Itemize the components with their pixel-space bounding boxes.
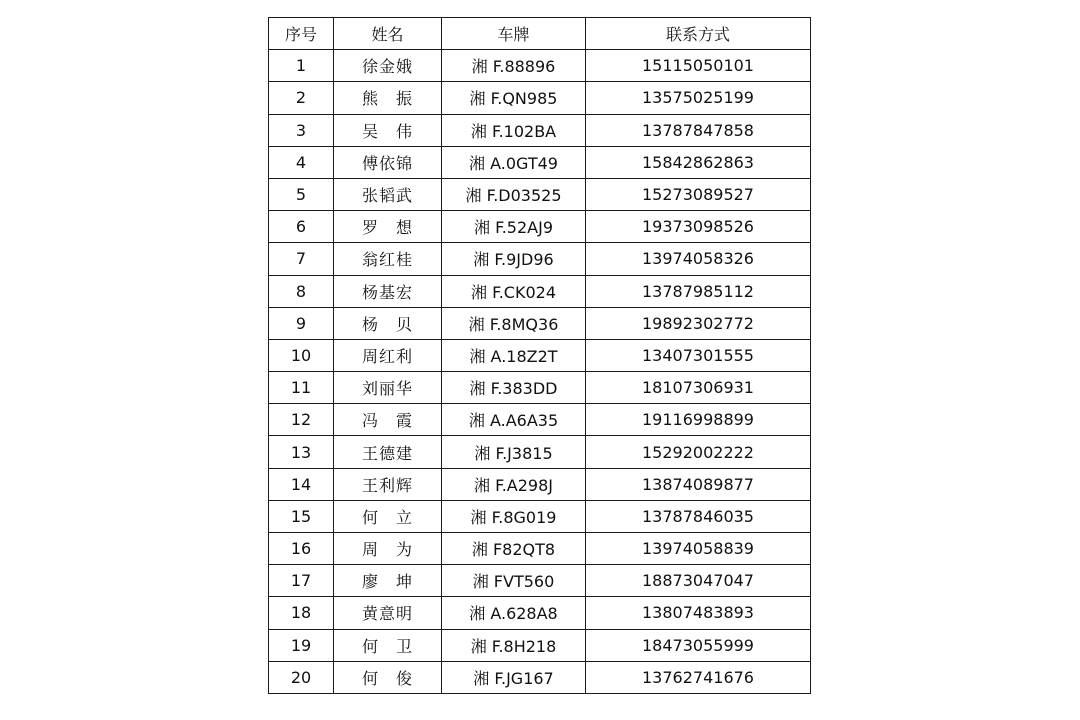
table-row <box>269 178 811 210</box>
cell-license-plate: 湘 F82QT8 <box>442 533 586 565</box>
cell-serial-number: 13 <box>269 436 334 468</box>
cell-name: 王德建 <box>334 436 442 468</box>
cell-name: 刘丽华 <box>334 372 442 404</box>
cell-phone: 13575025199 <box>586 82 811 114</box>
table-row <box>269 565 811 597</box>
cell-license-plate: 湘 F.8H218 <box>442 629 586 661</box>
cell-serial-number: 16 <box>269 533 334 565</box>
cell-name: 罗 想 <box>334 211 442 243</box>
cell-license-plate: 湘 FVT560 <box>442 565 586 597</box>
cell-license-plate: 湘 F.102BA <box>442 114 586 146</box>
cell-name: 周 为 <box>334 533 442 565</box>
cell-phone: 15115050101 <box>586 50 811 82</box>
table-row <box>269 243 811 275</box>
cell-serial-number: 12 <box>269 404 334 436</box>
cell-phone: 13974058326 <box>586 243 811 275</box>
table-row <box>269 468 811 500</box>
cell-name: 黄意明 <box>334 597 442 629</box>
cell-serial-number: 5 <box>269 178 334 210</box>
cell-license-plate: 湘 F.J3815 <box>442 436 586 468</box>
cell-serial-number: 20 <box>269 661 334 693</box>
cell-serial-number: 17 <box>269 565 334 597</box>
cell-phone: 13787847858 <box>586 114 811 146</box>
cell-serial-number: 1 <box>269 50 334 82</box>
cell-name: 何 卫 <box>334 629 442 661</box>
cell-serial-number: 11 <box>269 372 334 404</box>
cell-serial-number: 3 <box>269 114 334 146</box>
table-row <box>269 339 811 371</box>
header-row <box>269 18 811 50</box>
cell-serial-number: 6 <box>269 211 334 243</box>
cell-license-plate: 湘 F.8MQ36 <box>442 307 586 339</box>
roster-table <box>268 17 811 694</box>
cell-name: 冯 霞 <box>334 404 442 436</box>
cell-phone: 19116998899 <box>586 404 811 436</box>
cell-phone: 19892302772 <box>586 307 811 339</box>
cell-license-plate: 湘 F.JG167 <box>442 661 586 693</box>
table-row <box>269 436 811 468</box>
cell-name: 吴 伟 <box>334 114 442 146</box>
table-row <box>269 629 811 661</box>
cell-phone: 15292002222 <box>586 436 811 468</box>
cell-serial-number: 19 <box>269 629 334 661</box>
cell-license-plate: 湘 F.D03525 <box>442 178 586 210</box>
cell-name: 杨 贝 <box>334 307 442 339</box>
cell-name: 傅依锦 <box>334 146 442 178</box>
cell-serial-number: 8 <box>269 275 334 307</box>
table-row <box>269 114 811 146</box>
table-row <box>269 404 811 436</box>
header-license-plate: 车牌 <box>442 18 586 50</box>
cell-serial-number: 9 <box>269 307 334 339</box>
cell-license-plate: 湘 A.A6A35 <box>442 404 586 436</box>
cell-name: 翁红桂 <box>334 243 442 275</box>
cell-phone: 18873047047 <box>586 565 811 597</box>
cell-license-plate: 湘 F.A298J <box>442 468 586 500</box>
cell-phone: 18473055999 <box>586 629 811 661</box>
cell-license-plate: 湘 F.88896 <box>442 50 586 82</box>
cell-serial-number: 4 <box>269 146 334 178</box>
cell-phone: 13407301555 <box>586 339 811 371</box>
cell-phone: 15842862863 <box>586 146 811 178</box>
table-body <box>269 50 811 694</box>
table-row <box>269 82 811 114</box>
cell-license-plate: 湘 F.383DD <box>442 372 586 404</box>
cell-phone: 13807483893 <box>586 597 811 629</box>
cell-phone: 13787846035 <box>586 500 811 532</box>
cell-name: 王利辉 <box>334 468 442 500</box>
header-contact: 联系方式 <box>586 18 811 50</box>
document-page <box>268 17 810 703</box>
cell-name: 何 立 <box>334 500 442 532</box>
cell-license-plate: 湘 A.18Z2T <box>442 339 586 371</box>
cell-serial-number: 10 <box>269 339 334 371</box>
cell-phone: 13974058839 <box>586 533 811 565</box>
cell-license-plate: 湘 F.9JD96 <box>442 243 586 275</box>
cell-license-plate: 湘 F.CK024 <box>442 275 586 307</box>
header-name: 姓名 <box>334 18 442 50</box>
cell-phone: 19373098526 <box>586 211 811 243</box>
table-row <box>269 307 811 339</box>
cell-name: 徐金娥 <box>334 50 442 82</box>
cell-name: 张韬武 <box>334 178 442 210</box>
table-row <box>269 146 811 178</box>
cell-phone: 13787985112 <box>586 275 811 307</box>
cell-phone: 13874089877 <box>586 468 811 500</box>
table-row <box>269 275 811 307</box>
table-row <box>269 661 811 693</box>
cell-name: 杨基宏 <box>334 275 442 307</box>
header-serial-number: 序号 <box>269 18 334 50</box>
cell-serial-number: 2 <box>269 82 334 114</box>
cell-license-plate: 湘 F.QN985 <box>442 82 586 114</box>
table-row <box>269 372 811 404</box>
cell-name: 廖 坤 <box>334 565 442 597</box>
cell-phone: 18107306931 <box>586 372 811 404</box>
cell-name: 周红利 <box>334 339 442 371</box>
cell-name: 熊 振 <box>334 82 442 114</box>
cell-license-plate: 湘 A.0GT49 <box>442 146 586 178</box>
table-row <box>269 533 811 565</box>
cell-serial-number: 7 <box>269 243 334 275</box>
table-row <box>269 597 811 629</box>
cell-phone: 15273089527 <box>586 178 811 210</box>
table-header <box>269 18 811 50</box>
cell-phone: 13762741676 <box>586 661 811 693</box>
cell-serial-number: 14 <box>269 468 334 500</box>
cell-name: 何 俊 <box>334 661 442 693</box>
cell-license-plate: 湘 F.8G019 <box>442 500 586 532</box>
cell-serial-number: 15 <box>269 500 334 532</box>
cell-serial-number: 18 <box>269 597 334 629</box>
table-row <box>269 50 811 82</box>
cell-license-plate: 湘 F.52AJ9 <box>442 211 586 243</box>
table-row <box>269 211 811 243</box>
cell-license-plate: 湘 A.628A8 <box>442 597 586 629</box>
table-row <box>269 500 811 532</box>
